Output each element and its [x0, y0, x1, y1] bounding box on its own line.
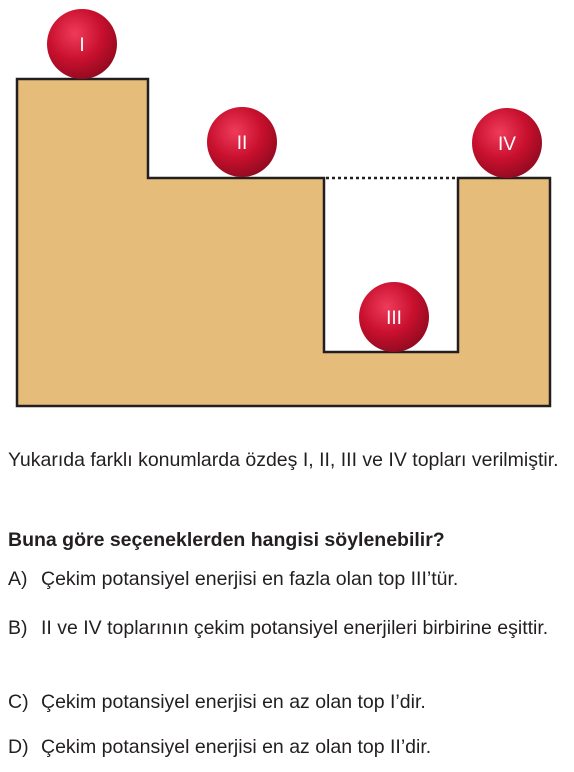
ball-iii-label: III	[386, 308, 402, 329]
ball-i-label: I	[79, 35, 85, 56]
option-a-letter: A)	[8, 568, 28, 590]
option-a-text: Çekim potansiyel enerjisi en fazla olan top III’tür.	[41, 568, 459, 590]
option-b-letter: B)	[8, 617, 28, 639]
option-c[interactable]	[8, 686, 564, 718]
option-d[interactable]	[8, 731, 564, 763]
option-a[interactable]	[8, 563, 564, 595]
ball-ii-label: II	[236, 133, 248, 154]
option-c-letter: C)	[8, 691, 29, 713]
ball-iv	[472, 108, 542, 178]
question-intro: Yukarıda farklı konumlarda özdeş I, II, III ve IV topları verilmiştir.	[8, 449, 559, 471]
option-b[interactable]	[8, 612, 564, 644]
option-c-text: Çekim potansiyel enerjisi en az olan top I’dir.	[41, 691, 426, 713]
ball-i	[47, 9, 117, 79]
ball-ii	[207, 107, 277, 177]
stepped-ground	[17, 79, 550, 406]
option-d-text: Çekim potansiyel enerjisi en az olan top II’dir.	[41, 736, 432, 758]
option-b-text: II ve IV toplarının çekim potansiyel enerjileri birbirine eşittir.	[41, 617, 549, 639]
option-d-letter: D)	[8, 736, 29, 758]
ball-iii	[359, 282, 429, 352]
question-prompt: Buna göre seçeneklerden hangisi söylenebilir?	[8, 529, 445, 551]
ball-iv-label: IV	[498, 134, 516, 155]
